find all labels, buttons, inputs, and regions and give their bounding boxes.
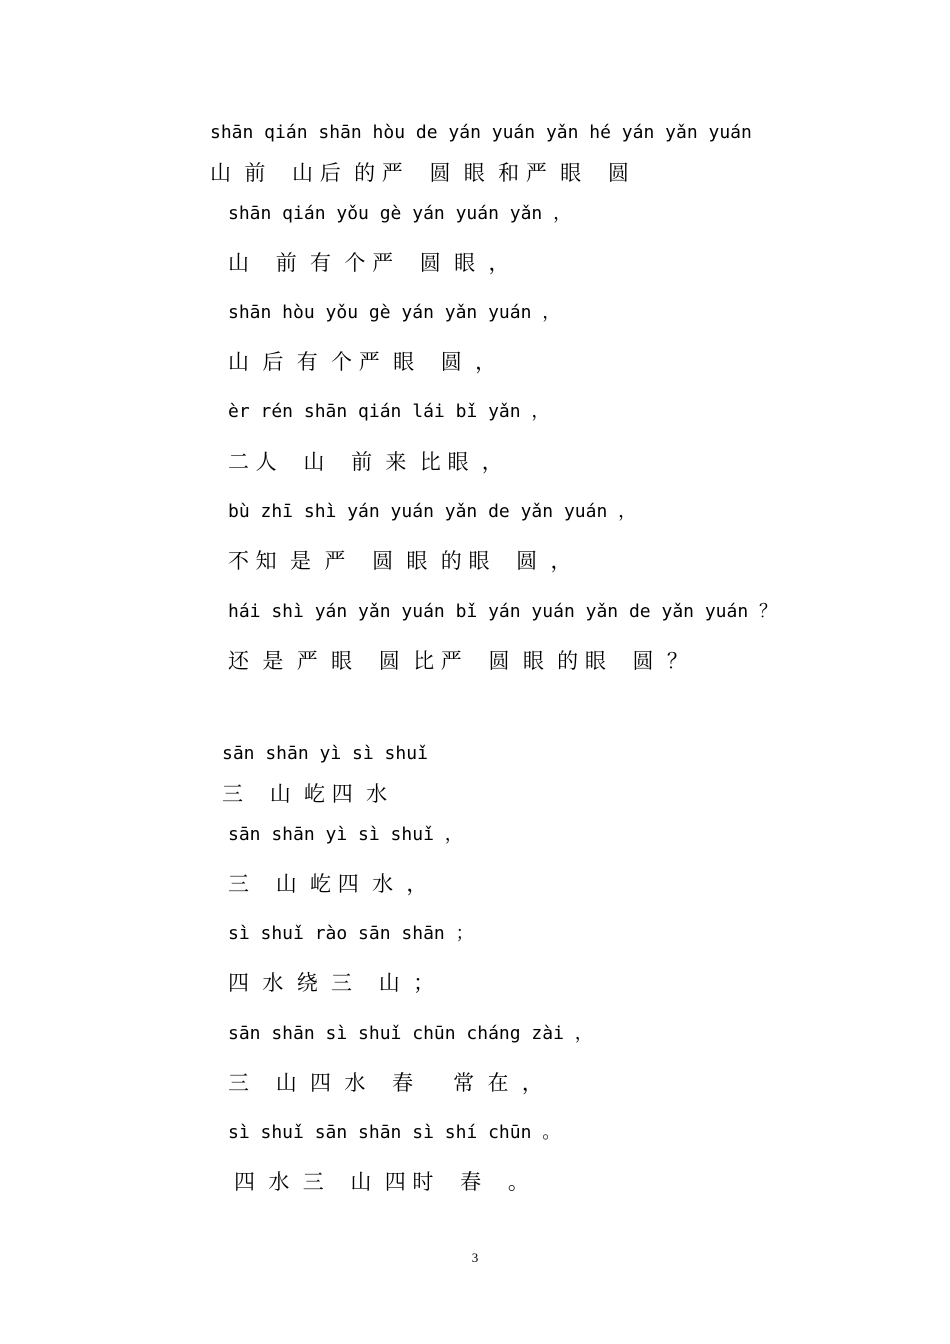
poem2-line3-pinyin: sān shān sì shuǐ chūn cháng zài ，	[228, 1023, 593, 1044]
poem1-title-pinyin: shān qián shān hòu de yán yuán yǎn hé yán yǎn yuán	[210, 122, 752, 143]
poem1-line2-pinyin: shān hòu yǒu gè yán yǎn yuán ，	[228, 302, 561, 323]
poem1-line5-pinyin: hái shì yán yǎn yuán bǐ yán yuán yǎn de yǎn yuán ？	[228, 601, 778, 622]
poem2-line2-hanzi: 四 水 绕 三 山 ；	[228, 971, 435, 995]
poem1-line4-pinyin: bù zhī shì yán yuán yǎn de yǎn yuán ，	[228, 501, 637, 522]
poem1-line5-hanzi: 还 是 严 眼 圆 比 严 圆 眼 的 眼 圆 ？	[228, 649, 688, 673]
poem1-line3-hanzi: 二 人 山 前 来 比 眼 ，	[228, 450, 503, 474]
poem1-title-hanzi: 山 前 山 后 的 严 圆 眼 和 严 眼 圆	[210, 161, 629, 185]
poem2-line1-hanzi: 三 山 屹 四 水 ，	[228, 872, 428, 896]
poem2-line4-hanzi: 四 水 三 山 四 时 春 。	[234, 1170, 529, 1194]
poem2-line1-pinyin: sān shān yì sì shuǐ ，	[228, 824, 463, 845]
poem1-line3-pinyin: èr rén shān qián lái bǐ yǎn ，	[228, 401, 550, 422]
poem2-title-pinyin: sān shān yì sì shuǐ	[222, 743, 428, 764]
poem1-line2-hanzi: 山 后 有 个 严 眼 圆 ，	[228, 350, 497, 374]
poem2-title-hanzi: 三 山 屹 四 水	[222, 782, 388, 806]
poem2-line3-hanzi: 三 山 四 水 春 常 在 ，	[228, 1071, 543, 1095]
poem2-line2-pinyin: sì shuǐ rào sān shān ；	[228, 923, 474, 944]
poem1-line1-pinyin: shān qián yǒu gè yán yuán yǎn ，	[228, 203, 572, 224]
poem2-line4-pinyin: sì shuǐ sān shān sì shí chūn 。	[228, 1122, 561, 1143]
poem1-line4-hanzi: 不 知 是 严 圆 眼 的 眼 圆 ，	[228, 549, 572, 573]
poem1-line1-hanzi: 山 前 有 个 严 圆 眼 ，	[228, 251, 510, 275]
page-number: 3	[471, 1250, 479, 1265]
